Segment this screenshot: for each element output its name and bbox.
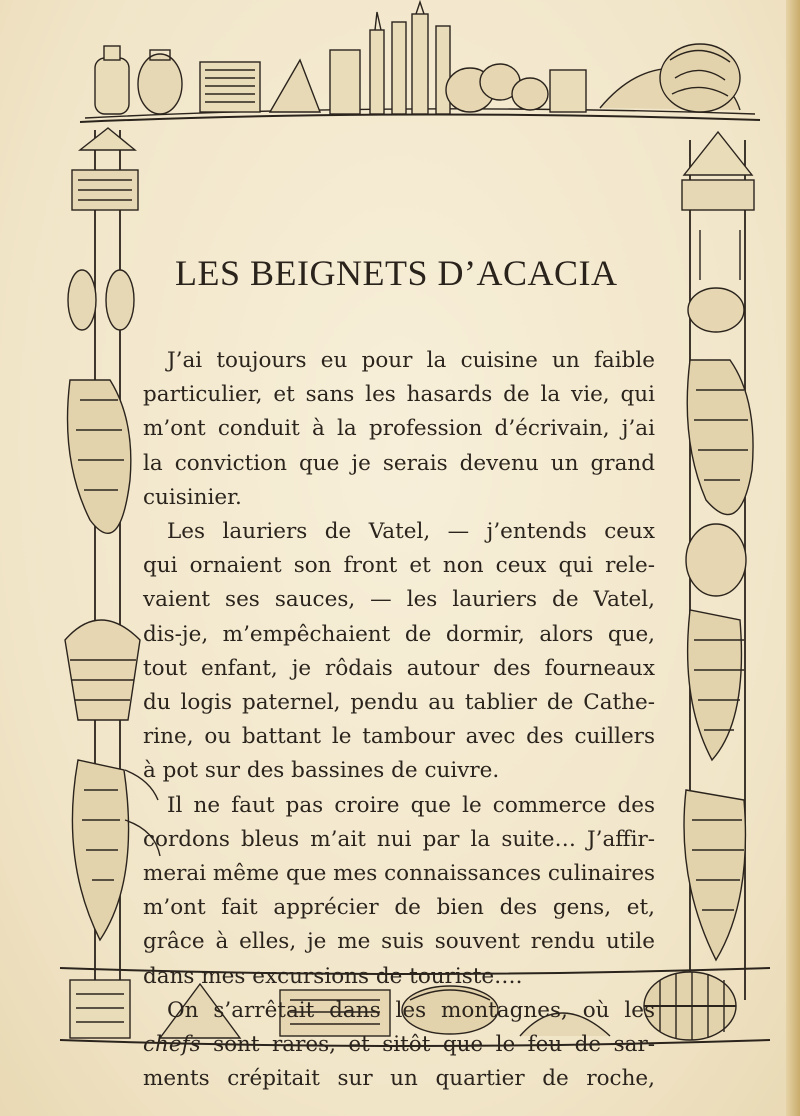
text-line: particulier, et sans les hasards de la vie, qui bbox=[143, 382, 655, 408]
text-line: dans mes excursions de touriste…. bbox=[143, 963, 523, 989]
paragraph-3 bbox=[143, 789, 655, 994]
page-edge-shadow bbox=[786, 0, 800, 1116]
top-frieze-illustration bbox=[80, 2, 760, 122]
text-line: cuisinier. bbox=[143, 484, 242, 510]
chapter-title: LES BEIGNETS D’ACACIA bbox=[175, 253, 618, 293]
paragraph-4 bbox=[143, 994, 655, 1097]
text-line: vaient ses sauces, — les lauriers de Vatel, bbox=[143, 587, 655, 613]
right-column-illustration bbox=[682, 132, 754, 1000]
text-line: à pot sur des bassines de cuivre. bbox=[143, 758, 500, 784]
paragraph-1 bbox=[143, 344, 655, 515]
text-line: Il ne faut pas croire que le commerce des bbox=[167, 792, 655, 818]
paragraph-2 bbox=[143, 515, 655, 789]
text-line: dis-je, m’empêchaient de dormir, alors que, bbox=[143, 621, 655, 647]
text-line: qui ornaient son front et non ceux qui rele- bbox=[143, 553, 655, 579]
text-line: rine, ou battant le tambour avec des cuillers bbox=[143, 724, 655, 750]
italic-word: chefs bbox=[143, 1032, 201, 1058]
text-line: la conviction que je serais devenu un grand bbox=[143, 450, 655, 476]
text-line: m’ont conduit à la profession d’écrivain, j’ai bbox=[143, 416, 655, 442]
body-text bbox=[143, 344, 655, 1096]
text-line: cordons bleus m’ait nui par la suite… J’affir- bbox=[143, 826, 655, 852]
text-fragment: sont rares, et sitôt que le feu de sar- bbox=[200, 1032, 655, 1058]
text-line: ments crépitait sur un quartier de roche, bbox=[143, 1066, 655, 1092]
text-line: tout enfant, je rôdais autour des fourneaux bbox=[143, 655, 655, 681]
text-line: On s’arrêtait dans les montagnes, où les bbox=[167, 997, 655, 1023]
text-line bbox=[143, 1028, 655, 1062]
text-line: J’ai toujours eu pour la cuisine un faible bbox=[167, 348, 655, 373]
text-line: Les lauriers de Vatel, — j’entends ceux bbox=[167, 519, 655, 545]
text-line: grâce à elles, je me suis souvent rendu utile bbox=[143, 929, 655, 955]
text-line: m’ont fait apprécier de bien des gens, et, bbox=[143, 895, 655, 921]
text-line: merai même que mes connaissances culinaires bbox=[143, 861, 656, 887]
text-line: du logis paternel, pendu au tablier de Cathe- bbox=[143, 690, 655, 716]
